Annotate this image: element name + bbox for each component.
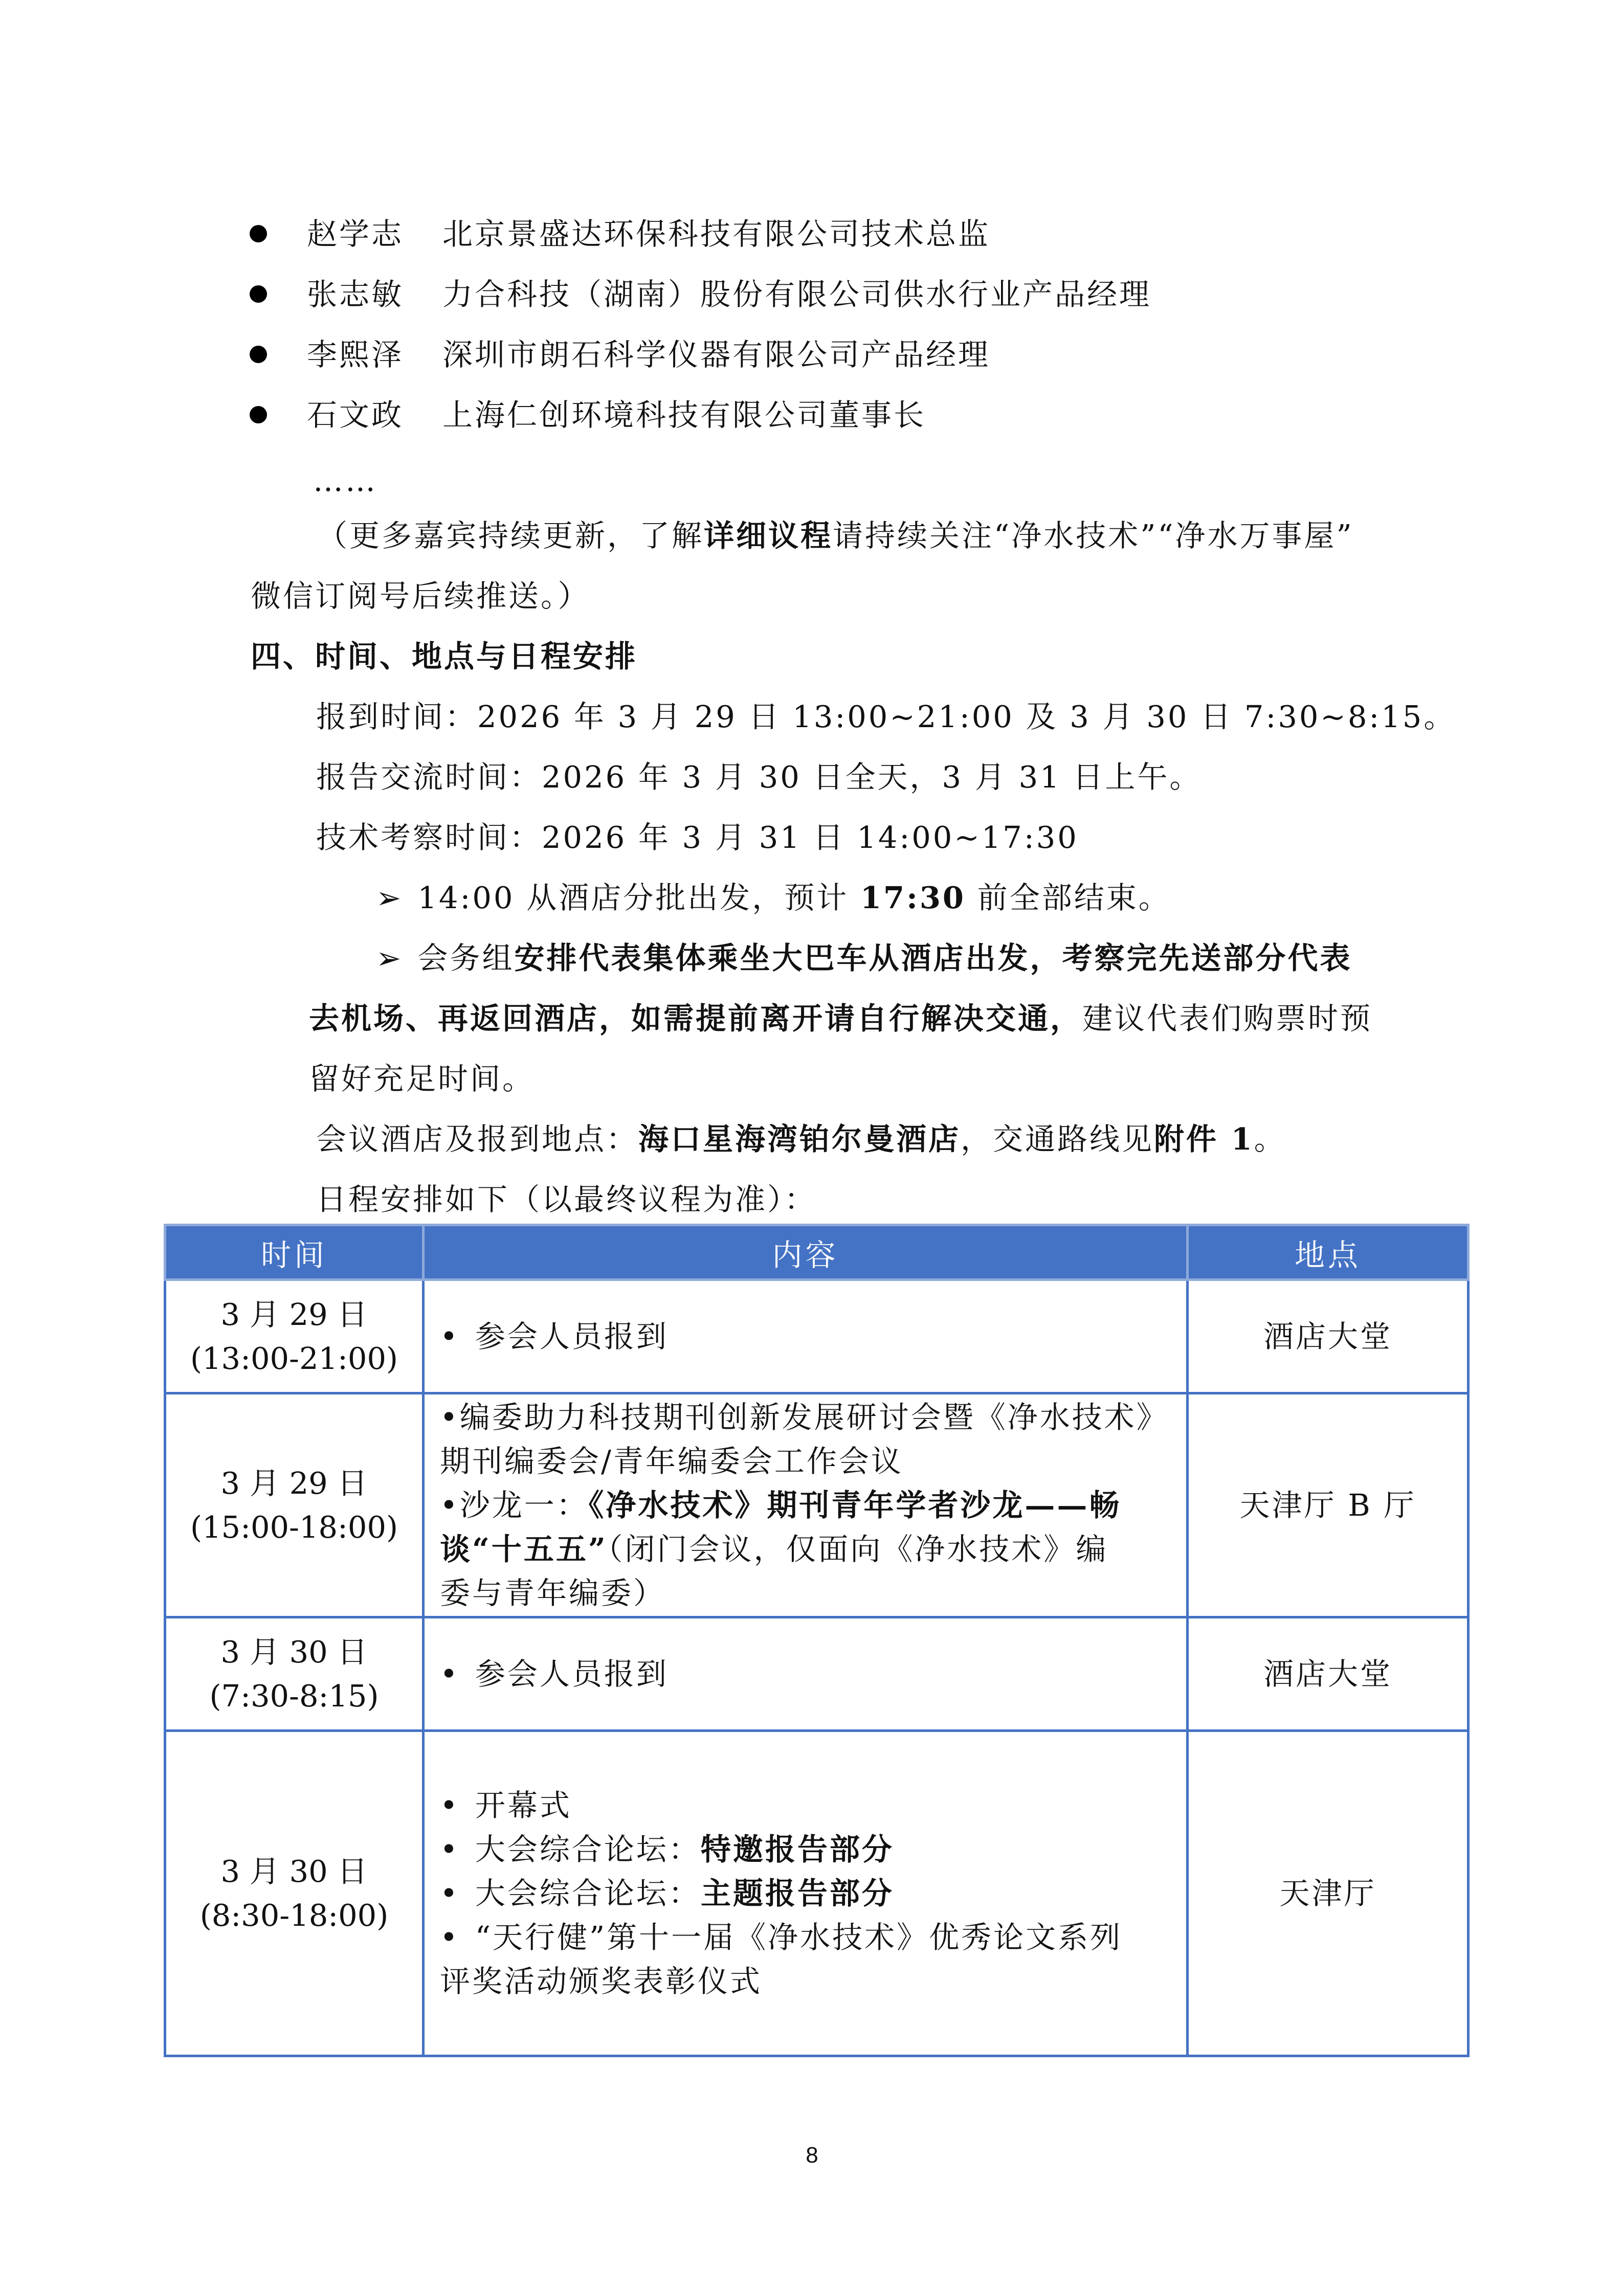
place-cell: 酒店大堂 xyxy=(1188,1617,1469,1731)
arrow-icon: ➢ xyxy=(376,880,404,915)
schedule-table xyxy=(164,1224,1470,2057)
bullet-icon xyxy=(250,346,267,363)
speaker-item xyxy=(307,274,1151,315)
arrow-item-2-line-1: ➢ 会务组安排代表集体乘坐大巴车从酒店出发，考察完先送部分代表 xyxy=(376,938,1352,979)
time-cell: 3 月 29 日 (13:00-21:00) xyxy=(165,1280,424,1393)
speaker-name: 赵学志 xyxy=(307,216,404,252)
content-cell: •编委助力科技期刊创新发展研讨会暨《净水技术》 期刊编委会/青年编委会工作会议 •沙龙一：《净水技术》期刊青年学者沙龙——畅 谈“十五五”（闭门会议，仅面向《净水技术》编 委与青年编委） xyxy=(424,1393,1188,1617)
note-line-2: 微信订阅号后续推送。） xyxy=(251,578,590,614)
speaker-title: 上海仁创环境科技有限公司董事长 xyxy=(442,397,926,433)
speaker-name: 石文政 xyxy=(307,397,404,433)
time-cell: 3 月 29 日 (15:00-18:00) xyxy=(165,1393,424,1617)
page-number: 8 xyxy=(806,2143,818,2168)
bullet-icon: • xyxy=(440,1919,460,1955)
schedule-intro: 日程安排如下（以最终议程为准）： xyxy=(316,1182,817,1217)
note-line-1: （更多嘉宾持续更新，了解详细议程请持续关注“净水技术”“净水万事屋” xyxy=(317,518,1354,553)
time-cell: 3 月 30 日 (7:30-8:15) xyxy=(165,1617,424,1731)
bullet-icon: • xyxy=(440,1787,460,1823)
time-cell: 3 月 30 日 (8:30-18:00) xyxy=(165,1731,424,2056)
report-time: 报告交流时间：2026 年 3 月 30 日全天，3 月 31 日上午。 xyxy=(316,759,1202,795)
arrow-icon: ➢ xyxy=(376,940,404,976)
bullet-icon xyxy=(250,285,267,303)
speaker-item xyxy=(307,214,990,255)
table-header-row xyxy=(165,1225,1469,1280)
bullet-icon xyxy=(250,225,267,242)
speaker-name: 李熙泽 xyxy=(307,337,404,372)
speaker-name: 张志敏 xyxy=(307,277,404,312)
table-row xyxy=(165,1731,1469,2056)
content-cell: • 参会人员报到 xyxy=(424,1617,1188,1731)
place-cell: 酒店大堂 xyxy=(1188,1280,1469,1393)
table-row xyxy=(165,1617,1469,1731)
registration-time: 报到时间：2026 年 3 月 29 日 13:00~21:00 及 3 月 30 日 7:30~8:15。 xyxy=(316,699,1456,734)
speaker-title: 深圳市朗石科学仪器有限公司产品经理 xyxy=(442,337,991,372)
speaker-title: 力合科技（湖南）股份有限公司供水行业产品经理 xyxy=(442,277,1152,312)
header-time: 时间 xyxy=(165,1225,424,1280)
ellipsis: …… xyxy=(313,463,377,498)
arrow-item-2-line-2: 去机场、再返回酒店，如需提前离开请自行解决交通，建议代表们购票时预 xyxy=(309,1001,1373,1036)
place-cell: 天津厅 B 厅 xyxy=(1188,1393,1469,1617)
content-cell: • 参会人员报到 xyxy=(424,1280,1188,1393)
content-cell: • 开幕式 • 大会综合论坛：特邀报告部分 • 大会综合论坛：主题报告部分 • “天行健”第十一届《净水技术》优秀论文系列 评奖活动颁奖表彰仪式 xyxy=(424,1731,1188,2056)
bullet-icon: • xyxy=(440,1656,460,1692)
place-cell: 天津厅 xyxy=(1188,1731,1469,2056)
bullet-icon: • xyxy=(440,1318,460,1354)
section-heading: 四、时间、地点与日程安排 xyxy=(251,639,638,674)
speaker-item xyxy=(307,395,926,436)
speaker-item xyxy=(307,334,990,375)
visit-time: 技术考察时间：2026 年 3 月 31 日 14:00~17:30 xyxy=(316,820,1079,855)
venue-line: 会议酒店及报到地点：海口星海湾铂尔曼酒店，交通路线见附件 1。 xyxy=(316,1121,1286,1157)
table-row xyxy=(165,1280,1469,1393)
header-place: 地点 xyxy=(1188,1225,1469,1280)
header-content: 内容 xyxy=(424,1225,1188,1280)
table-row xyxy=(165,1393,1469,1617)
arrow-item-1: ➢ 14:00 从酒店分批出发，预计 17:30 前全部结束。 xyxy=(376,877,1171,918)
bullet-icon: • xyxy=(440,1831,460,1867)
arrow-item-2-line-3: 留好充足时间。 xyxy=(309,1061,535,1096)
speaker-title: 北京景盛达环保科技有限公司技术总监 xyxy=(442,216,991,252)
bullet-icon xyxy=(250,406,267,423)
bullet-icon: • xyxy=(440,1875,460,1911)
